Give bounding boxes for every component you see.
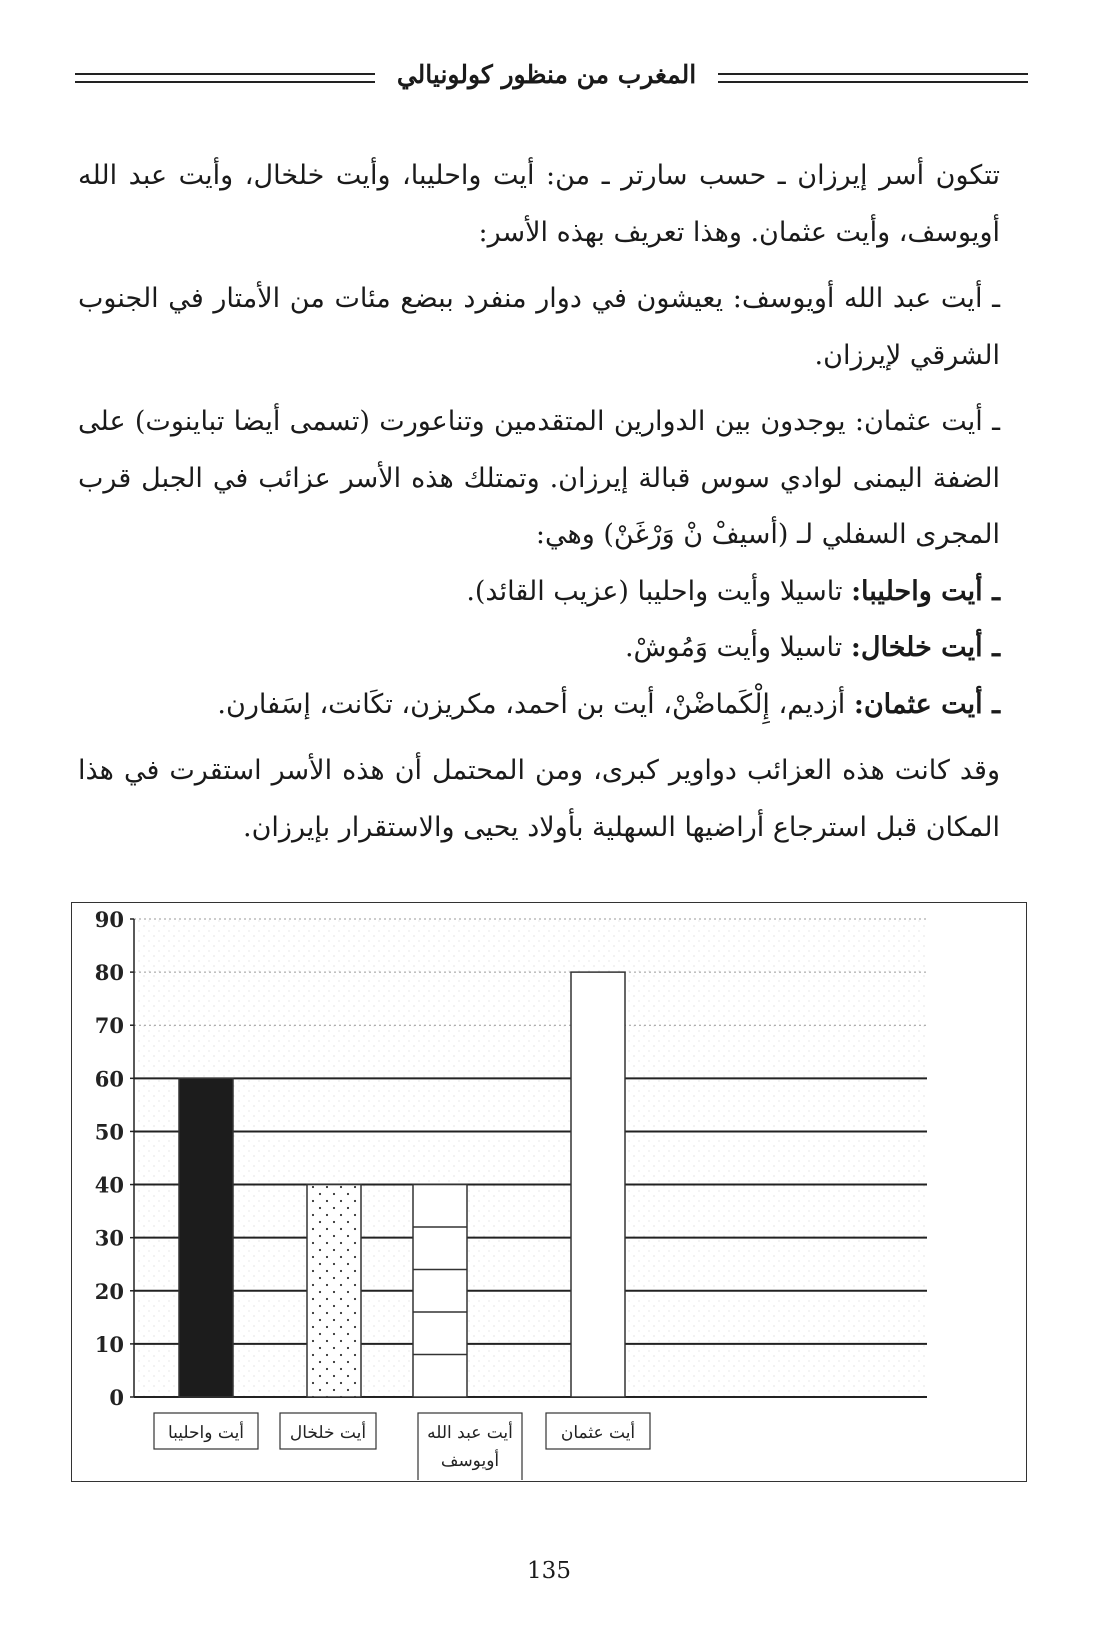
y-tick-label: 30 [94,1225,124,1251]
page-header [75,58,1028,98]
category-label-3 [418,1413,522,1480]
list-item-label: ـ أيت عثمان: [853,688,1000,720]
list-item [78,677,1028,734]
y-tick-label: 20 [94,1278,124,1304]
header-rule-left [75,73,375,83]
list-item [78,564,1028,621]
category-label-2 [280,1413,376,1449]
y-tick-label: 90 [94,907,124,932]
bar-2 [307,1185,361,1397]
page-number: 135 [527,1558,571,1584]
y-tick-label: 60 [94,1066,124,1092]
header-rule-right [718,73,1028,83]
list-item [78,620,1028,677]
y-tick-label: 10 [94,1331,124,1357]
list-item-text: تاسيلا وأيت واحليبا (عزيب القائد). [466,575,852,607]
y-tick-label: 0 [109,1385,124,1410]
category-label-text: أيت عبد الله [427,1423,513,1443]
category-label-text: أيت واحليبا [167,1423,245,1443]
y-tick-label: 50 [94,1119,124,1145]
running-title: المغرب من منظور كولونيالي [396,60,697,89]
bar-chart-svg [72,903,1025,1480]
list-item-text: أزديم، إِلْكَماضْنْ، أيت بن أحمد، مكريزن، تكَانت، إسَفارن. [217,688,854,720]
list-item-label: ـ أيت واحليبا: [851,575,1000,607]
category-label-1 [154,1413,258,1449]
paragraph-ait-othman: ـ أيت عثمان: يوجدون بين الدوارين المتقدمين وتناعورت (تسمى أيضا تباينوت) على الضفة اليمنى لوادي سوس قبالة إيرزان. وتمتلك هذه الأسر عزائب في الجبل قرب المجرى السفلي لـ (أسيفْ نْ وَرْغَنْ) وهي: [78,406,1000,550]
plot-area [134,919,927,1397]
paragraph-ait-abdallah: ـ أيت عبد الله أويوسف: يعيشون في دوار منفرد ببضع مئات من الأمتار في الجنوب الشرقي لإيرزان. [78,283,1000,371]
y-tick-label: 80 [94,960,124,986]
paragraph-families: تتكون أسر إيرزان ـ حسب سارتر ـ من: أيت واحليبا، وأيت خلخال، وأيت عبد الله أويوسف، وأيت عثمان. وهذا تعريف بهذه الأسر: [78,160,1000,248]
paragraph-closing: وقد كانت هذه العزائب دواوير كبرى، ومن المحتمل أن هذه الأسر استقرت في هذا المكان قبل استرجاع أراضيها السهلية بأولاد يحيى والاستقرار بإيرزان. [78,755,1000,843]
category-label-4 [546,1413,650,1449]
bar-3 [413,1185,467,1397]
list-item-label: ـ أيت خلخال: [850,632,1000,663]
list-item-text: تاسيلا وأيت وَمُوشْ. [624,632,851,663]
y-tick-label: 40 [94,1172,124,1198]
bar-4 [571,972,625,1397]
category-label-text: أيت خلخال [289,1423,367,1443]
bar-1 [179,1078,233,1397]
bar-chart [71,902,1027,1482]
body-text [78,148,1028,856]
category-label-text: أيت عثمان [560,1423,636,1443]
y-tick-label: 70 [94,1013,124,1039]
category-label-text: أويوسف [440,1451,500,1471]
